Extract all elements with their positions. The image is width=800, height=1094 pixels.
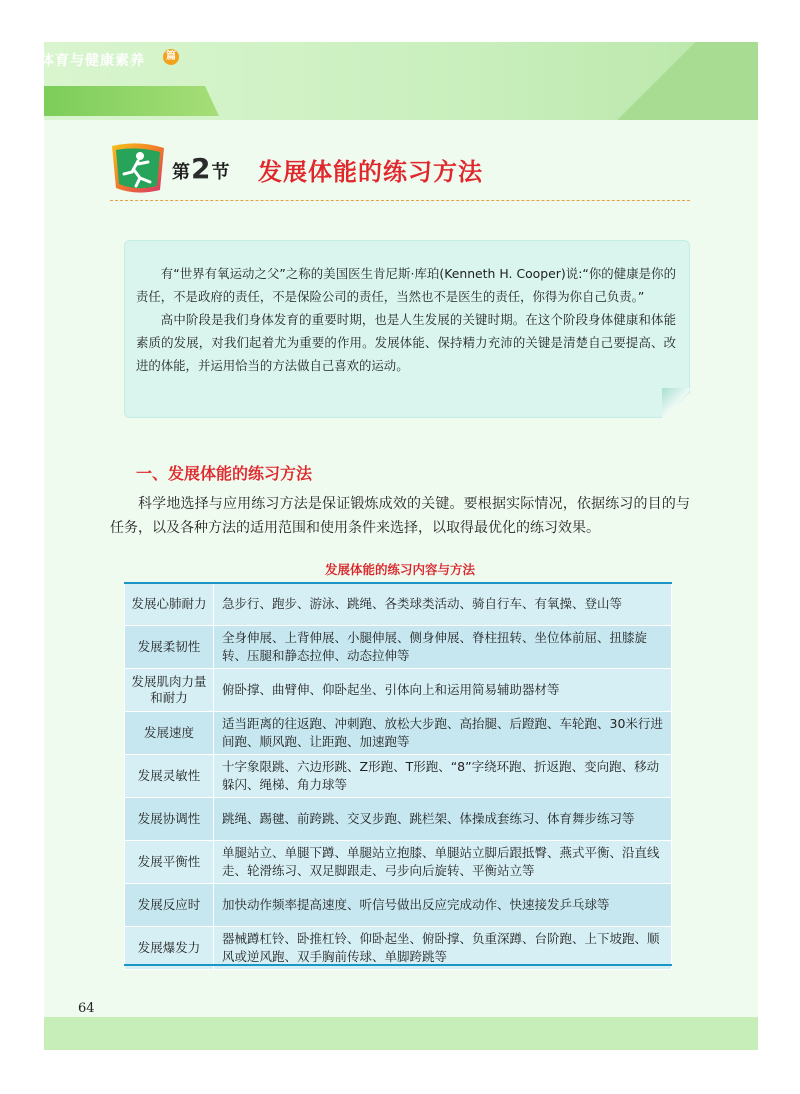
book-badge: 篇 bbox=[163, 49, 179, 65]
table-row bbox=[125, 755, 672, 798]
header-tab bbox=[44, 86, 219, 116]
page-number: 64 bbox=[78, 1001, 95, 1016]
table-row bbox=[125, 626, 672, 669]
exercise-table bbox=[124, 582, 672, 970]
book-title: 体育与健康素养 bbox=[40, 53, 145, 69]
table-row bbox=[125, 669, 672, 712]
row-label: 发展反应时 bbox=[125, 884, 214, 927]
section-suffix: 节 bbox=[211, 162, 230, 183]
subheading-1: 一、发展体能的练习方法 bbox=[136, 464, 313, 483]
section-number-value: 2 bbox=[191, 152, 211, 185]
row-label: 发展心肺耐力 bbox=[125, 583, 214, 626]
footer-band bbox=[44, 1017, 758, 1050]
intro-paragraph-1: 有“世界有氧运动之父”之称的美国医生肯尼斯·库珀(Kenneth H. Cooper)说:“你的健康是你的责任，不是政府的责任，不是保险公司的责任，当然也不是医生的责任，你得为你自己负责。” bbox=[136, 266, 676, 304]
runner-icon bbox=[110, 140, 166, 196]
table-caption: 发展体能的练习内容与方法 bbox=[324, 562, 475, 577]
section-prefix: 第 bbox=[172, 162, 190, 183]
row-content: 加快动作频率提高速度、听信号做出反应完成动作、快速接发乒乓球等 bbox=[214, 884, 672, 927]
intro-paragraph-2: 高中阶段是我们身体发育的重要时期，也是人生发展的关键时期。在这个阶段身体健康和体能素质的发展，对我们起着尤为重要的作用。发展体能、保持精力充沛的关键是清楚自己要提高、改进的体能，并运用恰当的方法做自己喜欢的运动。 bbox=[136, 312, 676, 373]
table-row bbox=[125, 798, 672, 841]
row-content: 全身伸展、上背伸展、小腿伸展、侧身伸展、脊柱扭转、坐位体前屈、扭膝旋转、压腿和静态拉伸、动态拉伸等 bbox=[214, 626, 672, 669]
table-row bbox=[125, 841, 672, 884]
table-row bbox=[125, 712, 672, 755]
row-label: 发展肌肉力量和耐力 bbox=[125, 669, 214, 712]
row-content: 跳绳、踢毽、前跨跳、交叉步跑、跳栏架、体操成套练习、体育舞步练习等 bbox=[214, 798, 672, 841]
row-content: 适当距离的往返跑、冲刺跑、放松大步跑、高抬腿、后蹬跑、车轮跑、30米行进间跑、顺风跑、让距跑、加速跑等 bbox=[214, 712, 672, 755]
row-content: 十字象限跳、六边形跳、Z形跑、T形跑、“8”字绕环跑、折返跑、变向跑、移动躲闪、绳梯、角力球等 bbox=[214, 755, 672, 798]
section-title: 发展体能的练习方法 bbox=[258, 158, 483, 186]
header-decoration bbox=[578, 42, 758, 120]
section-divider bbox=[110, 200, 690, 201]
table-row bbox=[125, 927, 672, 970]
row-label: 发展爆发力 bbox=[125, 927, 214, 970]
table-row bbox=[125, 583, 672, 626]
row-content: 器械蹲杠铃、卧推杠铃、仰卧起坐、俯卧撑、负重深蹲、台阶跑、上下坡跑、顺风或逆风跑、双手胸前传球、单脚跨跳等 bbox=[214, 927, 672, 970]
row-content: 单腿站立、单腿下蹲、单腿站立抱膝、单腿站立脚后跟抵臀、燕式平衡、沿直线走、轮滑练习、双足脚跟走、弓步向后旋转、平衡站立等 bbox=[214, 841, 672, 884]
row-label: 发展速度 bbox=[125, 712, 214, 755]
body-paragraph-1: 科学地选择与应用练习方法是保证锻炼成效的关键。要根据实际情况，依据练习的目的与任务，以及各种方法的适用范围和使用条件来选择，以取得最优化的练习效果。 bbox=[110, 496, 690, 536]
row-label: 发展协调性 bbox=[125, 798, 214, 841]
table-row bbox=[125, 884, 672, 927]
intro-text bbox=[136, 262, 676, 377]
row-content: 急步行、跑步、游泳、跳绳、各类球类活动、骑自行车、有氧操、登山等 bbox=[214, 583, 672, 626]
row-label: 发展灵敏性 bbox=[125, 755, 214, 798]
row-content: 俯卧撑、曲臂伸、仰卧起坐、引体向上和运用简易辅助器材等 bbox=[214, 669, 672, 712]
section-number bbox=[172, 152, 229, 185]
row-label: 发展柔韧性 bbox=[125, 626, 214, 669]
row-label: 发展平衡性 bbox=[125, 841, 214, 884]
